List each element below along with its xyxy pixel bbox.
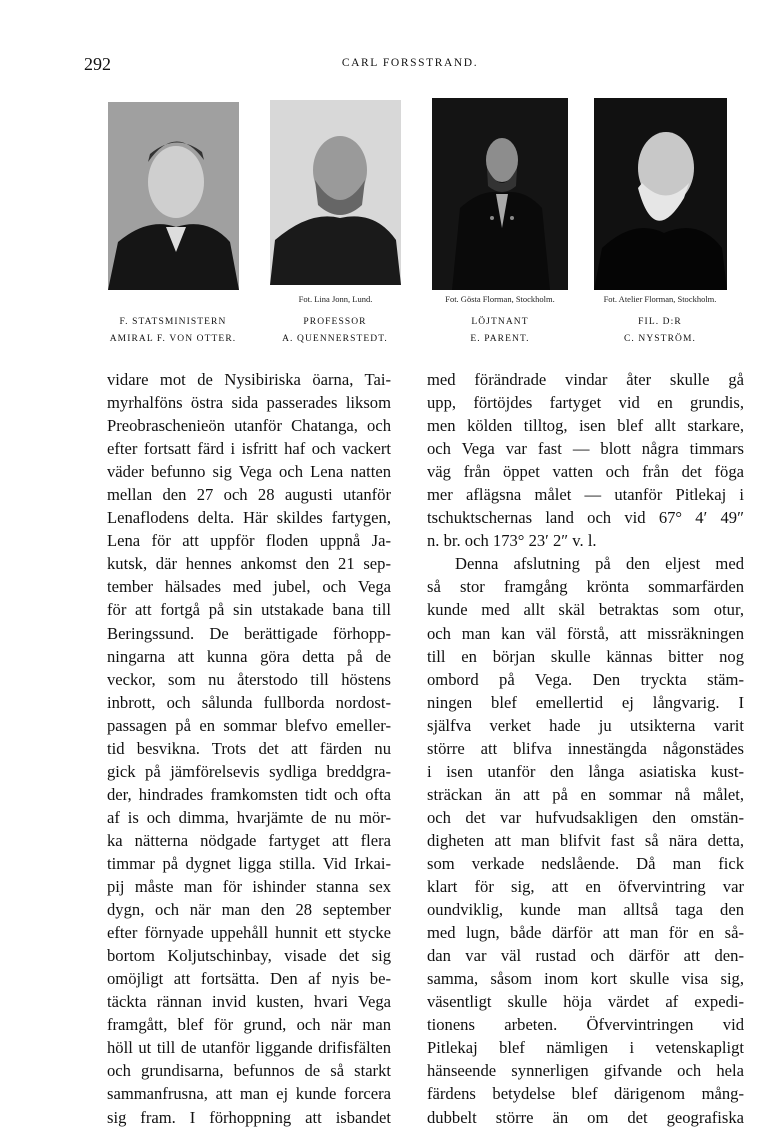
photo-credit: Fot. Lina Jonn, Lund.	[298, 294, 373, 304]
photo-credit: Fot. Gösta Florman, Stockholm.	[445, 294, 555, 304]
text-line: sammanfrusna, att man ej kunde forcera	[107, 1084, 391, 1104]
text-line: dan var väl rustad och därför att den-	[427, 946, 744, 966]
text-line: sig fram. I förhoppning att isbandet	[107, 1107, 391, 1127]
text-line: ka nätterna nödgade fartyget att flera	[107, 830, 391, 850]
text-line: tschuktschernas land och vid 67° 4′ 49″	[427, 508, 744, 528]
text-line: själfva verket hade ju utsikterna varit	[427, 715, 744, 735]
text-line: af is och dimma, hvarjämte de nu mör-	[107, 807, 391, 827]
caption-name: C. NYSTRÖM.	[623, 334, 696, 344]
text-line: Pitlekaj blef nämligen i vetenskapligt	[427, 1038, 744, 1058]
page-number: 292	[84, 54, 111, 74]
text-line: med lugn, både därför att man för en så-	[427, 923, 744, 943]
text-line: ningen blef emellertid ej långvarig. I	[427, 692, 744, 712]
running-head: CARL FORSSTRAND.	[341, 57, 479, 69]
body-text-right-column	[427, 368, 744, 1129]
text-line: med förändrade vindar åter skulle gå	[427, 370, 744, 389]
text-line: ningarna att kunna göra detta på de	[107, 646, 391, 666]
text-line: och Vega var fast — blott några timmars	[427, 439, 744, 459]
text-line: Denna afslutning på den eljest med	[455, 554, 744, 574]
text-line: timmar på dygnet ligga stilla. Vid Irkai-	[107, 853, 391, 873]
text-line: mer aflägsna målet — utanför Pitlekaj i	[427, 485, 744, 505]
caption-title: LÖJTNANT	[471, 317, 529, 327]
text-line: så stor framgång krönta sommarfärden	[427, 577, 744, 597]
caption-name: E. PARENT.	[470, 334, 530, 344]
text-line: för att fortgå på sin utstakade bana till	[107, 600, 391, 620]
text-line: samma, såsom inom kort skulle visa sig,	[427, 969, 744, 989]
portrait-caption	[420, 314, 580, 348]
text-line: klart för sig, att en öfvervintring var	[427, 877, 744, 897]
text-line: passagen på en sommar blefvo emeller-	[107, 715, 391, 735]
text-line: gick på jämförelsevis sydliga breddgra-	[107, 761, 391, 781]
photo-credit: Fot. Atelier Florman, Stockholm.	[603, 294, 717, 304]
caption-title: F. STATSMINISTERN	[119, 317, 227, 327]
text-line: mellan den 27 och 28 augusti utanför	[107, 485, 391, 505]
portrait-caption	[93, 314, 253, 348]
text-line: men kölden tilltog, isen blef allt starkare,	[427, 416, 744, 436]
portrait-nystrom	[594, 98, 727, 290]
text-line: digheten att man blifvit fast så nära detta,	[427, 830, 744, 850]
text-line: efter fortsatt färd i isfritt haf och vackert	[107, 439, 391, 459]
text-line: kutsk, där hennes ankomst den 21 sep-	[107, 554, 391, 574]
portrait-caption	[255, 314, 415, 348]
text-line: väder befunno sig Vega och Lena natten	[107, 462, 391, 482]
caption-title: PROFESSOR	[303, 317, 367, 327]
text-line: framgått, blef för grund, och när man	[107, 1015, 391, 1035]
text-line: ombord på Vega. Den tryckta stäm-	[427, 669, 744, 689]
text-line: der, hindrades framkomsten tidt och ofta	[107, 784, 391, 804]
text-line: myrhalföns östra sida passerades liksom	[107, 393, 391, 413]
text-line: dygn, och när man den 28 september	[107, 900, 391, 920]
text-line: hänseende synnerligen gifvande och hela	[427, 1061, 744, 1081]
text-line: tember hälsades med jubel, och Vega	[107, 577, 391, 597]
text-line: veckor, som nu återstodo till höstens	[107, 669, 391, 689]
text-line: täckta rännan invid kusten, hvari Vega	[107, 992, 391, 1012]
text-line: upp, förtöjdes fartyget vid en grundis,	[427, 393, 744, 413]
text-line: och grundisarna, befunnos de så starkt	[107, 1061, 391, 1081]
text-line: kunde med allt skäl betraktas som otur,	[427, 600, 744, 620]
text-line: Beringssund. De berättigade förhopp-	[107, 623, 391, 643]
text-line: vidare mot de Nysibiriska öarna, Tai-	[107, 370, 391, 389]
text-line: dubbelt större än om det geografiska	[427, 1107, 744, 1127]
text-line: inbrott, och sålunda fullborda nordost-	[107, 692, 391, 712]
text-line: tid besvikna. Trots det att färden nu	[107, 738, 391, 758]
text-line: färdens betydelse blef därigenom mång-	[427, 1084, 744, 1104]
caption-title: FIL. D:R	[638, 317, 682, 327]
text-line: bortom Koljutschinbay, visade det sig	[107, 946, 391, 966]
text-line: i isen utanför den långa asiatiska kust-	[427, 761, 744, 781]
text-line: Lena för att uppför floden uppnå Ja-	[107, 531, 391, 551]
text-line: Lenaflodens delta. Här skildes fartygen,	[107, 508, 391, 528]
body-text-left-column	[107, 368, 391, 1129]
portrait-parent	[432, 98, 568, 290]
text-line: omöjligt att fortsätta. Den af nyis be-	[107, 969, 391, 989]
text-line: större att blifva innestängda någonstädes	[427, 738, 744, 758]
text-line: och det var hufvudsakligen den omstän-	[427, 807, 744, 827]
text-line: Preobraschenieön utanför Chatanga, och	[107, 416, 391, 436]
text-line: n. br. och 173° 23′ 2″ v. l.	[427, 531, 597, 551]
text-line: till en början skulle kännas bitter nog	[427, 646, 744, 666]
text-line: höll ut till de utanför liggande drifisfälten	[107, 1038, 391, 1058]
text-line: pij måste man för ishinder stanna sex	[107, 877, 391, 897]
caption-name: A. QUENNERSTEDT.	[282, 334, 388, 344]
portrait-quennerstedt	[270, 100, 401, 285]
text-line: tionens arbeten. Öfvervintringen vid	[427, 1015, 744, 1035]
text-line: oundviklig, kunde man alltså taga den	[427, 900, 744, 920]
portrait-caption	[580, 314, 740, 348]
portrait-von-otter	[108, 102, 239, 290]
text-line: som verkade nedslående. Då man fick	[427, 853, 744, 873]
text-line: och man kan väl förstå, att missräkningen	[427, 623, 744, 643]
text-line: sträckan än att på en sommar nå målet,	[427, 784, 744, 804]
text-line: väsentligt skulle höja värdet af expedi-	[427, 992, 744, 1012]
text-line: efter förnyade uppehåll hunnit ett stycke	[107, 923, 391, 943]
text-line: väg från öppet vatten och från det föga	[427, 462, 744, 482]
caption-name: AMIRAL F. VON OTTER.	[109, 334, 237, 344]
